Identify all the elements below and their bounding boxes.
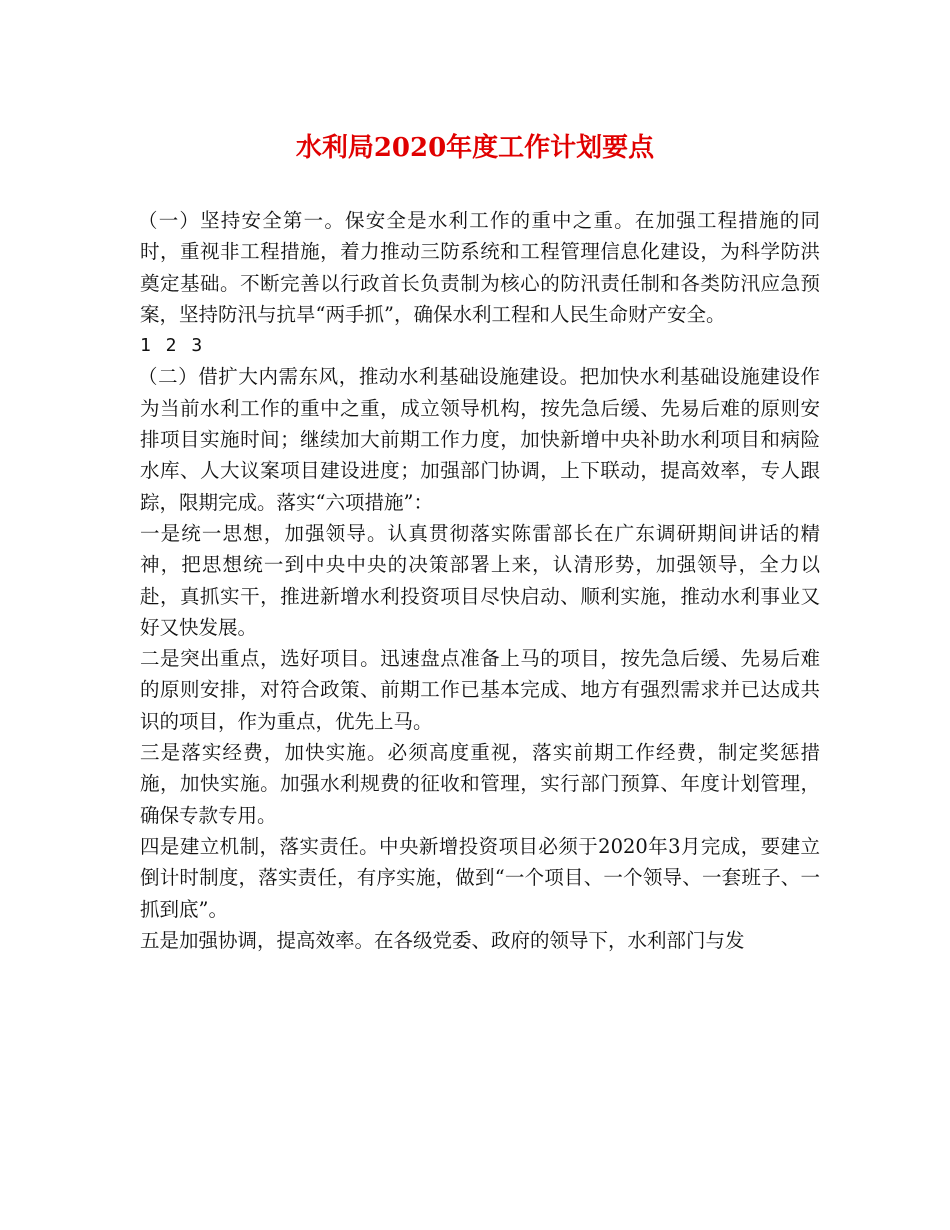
paragraph-measure-one: 一是统一思想，加强领导。认真贯彻落实陈雷部长在广东调研期间讲话的精神，把思想统一到中央中央的决策部署上来，认清形势，加强领导，全力以赴，真抓实干，推进新增水利投资项目尽快启动、顺利实施，推动水利事业又好又快发展。	[140, 521, 820, 639]
paragraph-measure-two: 二是突出重点，选好项目。迅速盘点准备上马的项目，按先急后缓、先易后难的原则安排，对符合政策、前期工作已基本完成、地方有强烈需求并已达成共识的项目，作为重点，优先上马。	[140, 647, 820, 733]
paragraph-measure-three: 三是落实经费，加快实施。必须高度重视，落实前期工作经费，制定奖惩措施，加快实施。加强水利规费的征收和管理，实行部门预算、年度计划管理，确保专款专用。	[140, 741, 820, 827]
document-body	[140, 205, 820, 956]
paragraph-measure-five: 五是加强协调，提高效率。在各级党委、政府的领导下，水利部门与发	[140, 928, 745, 952]
page-number-markers: 1 2 3	[140, 335, 205, 357]
paragraph-safety-first: （一）坚持安全第一。保安全是水利工作的重中之重。在加强工程措施的同时，重视非工程措施，着力推动三防系统和工程管理信息化建设，为科学防洪奠定基础。不断完善以行政首长负责制为核心的防汛责任制和各类防汛应急预案，坚持防汛与抗旱“两手抓”，确保水利工程和人民生命财产安全。	[138, 209, 820, 326]
paragraph-infrastructure: （二）借扩大内需东风，推动水利基础设施建设。把加快水利基础设施建设作为当前水利工作的重中之重，成立领导机构，按先急后缓、先易后难的原则安排项目实施时间；继续加大前期工作力度，加快新增中央补助水利项目和病险水库、人大议案项目建设进度；加强部门协调，上下联动，提高效率，专人跟踪，限期完成。落实“六项措施”：	[138, 365, 820, 514]
paragraph-measure-four: 四是建立机制，落实责任。中央新增投资项目必须于2020年3月完成，要建立倒计时制度，落实责任，有序实施，做到“一个项目、一个领导、一套班子、一抓到底”。	[140, 834, 820, 921]
document-title: 水利局2020年度工作计划要点	[295, 133, 655, 163]
